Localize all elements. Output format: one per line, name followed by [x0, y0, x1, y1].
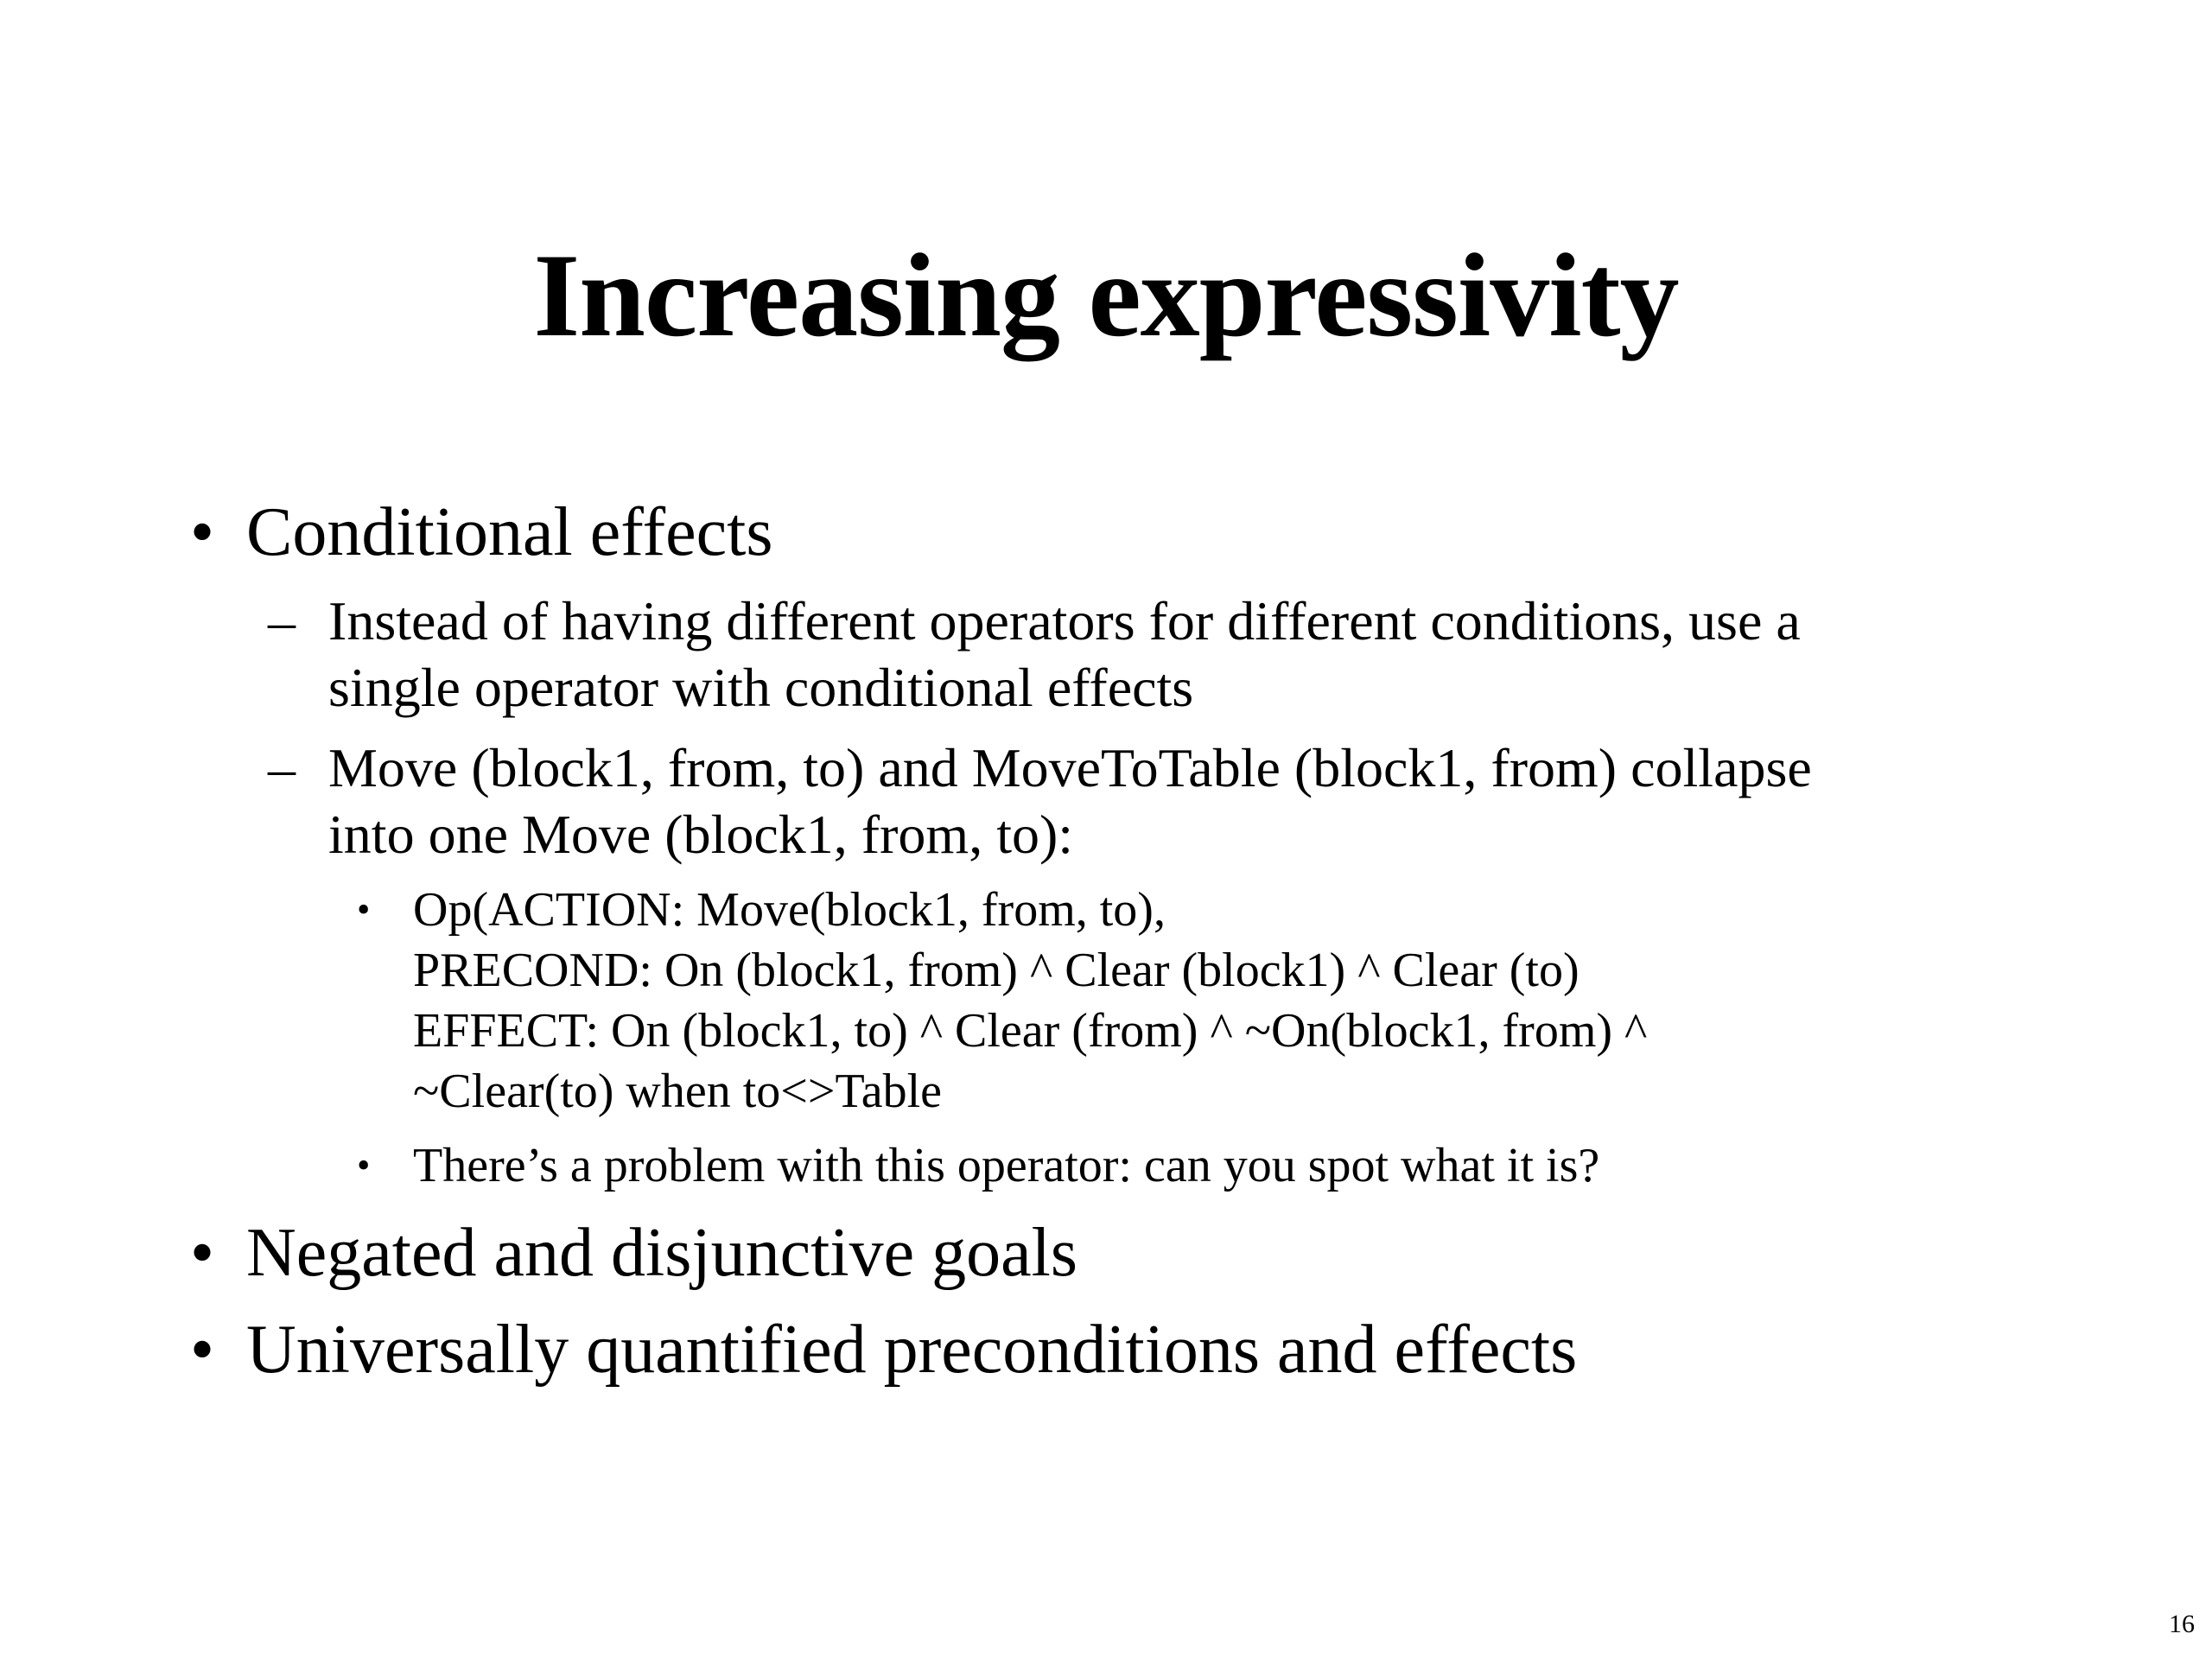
dash-marker: –: [268, 737, 296, 798]
bullet-marker: •: [190, 1215, 215, 1291]
question-text: There’s a problem with this operator: can you spot what it is?: [413, 1139, 1600, 1192]
slide-title: Increasing expressivity: [533, 229, 1679, 361]
sub-bullet-line-1: Instead of having different operators for different conditions, use a: [328, 590, 1801, 652]
operator-condition-line: ~Clear(to) when to<>Table: [413, 1065, 943, 1118]
bullet-negated-goals: [190, 1211, 1077, 1294]
operator-problem-question: [357, 1135, 1600, 1196]
bullet-text: Universally quantified preconditions and effects: [246, 1312, 1578, 1388]
operator-action-line: Op(ACTION: Move(block1, from, to),: [413, 883, 1166, 937]
bullet-universally-quantified: [190, 1308, 1578, 1391]
bullet-marker: •: [357, 888, 371, 931]
sub-bullet-line-2: into one Move (block1, from, to):: [328, 804, 1074, 865]
operator-precond-line: PRECOND: On (block1, from) ^ Clear (block1) ^ Clear (to): [413, 944, 1580, 997]
bullet-text: Negated and disjunctive goals: [246, 1215, 1077, 1291]
operator-effect-line: EFFECT: On (block1, to) ^ Clear (from) ^ ~On(block1, from) ^: [413, 1004, 1648, 1058]
sub-bullet-move-collapse: [268, 734, 1812, 868]
bullet-text: Conditional effects: [246, 494, 773, 570]
sub-bullet-line-1: Move (block1, from, to) and MoveToTable (block1, from) collapse: [328, 737, 1812, 798]
page-number: 16: [2169, 1610, 2195, 1638]
operator-definition: [357, 880, 1648, 1122]
sub-bullet-single-operator: [268, 588, 1801, 721]
bullet-marker: •: [357, 1144, 371, 1186]
bullet-conditional-effects: [190, 491, 773, 574]
bullet-marker: •: [190, 494, 215, 570]
bullet-marker: •: [190, 1312, 215, 1388]
dash-marker: –: [268, 590, 296, 652]
sub-bullet-line-2: single operator with conditional effects: [328, 657, 1194, 718]
